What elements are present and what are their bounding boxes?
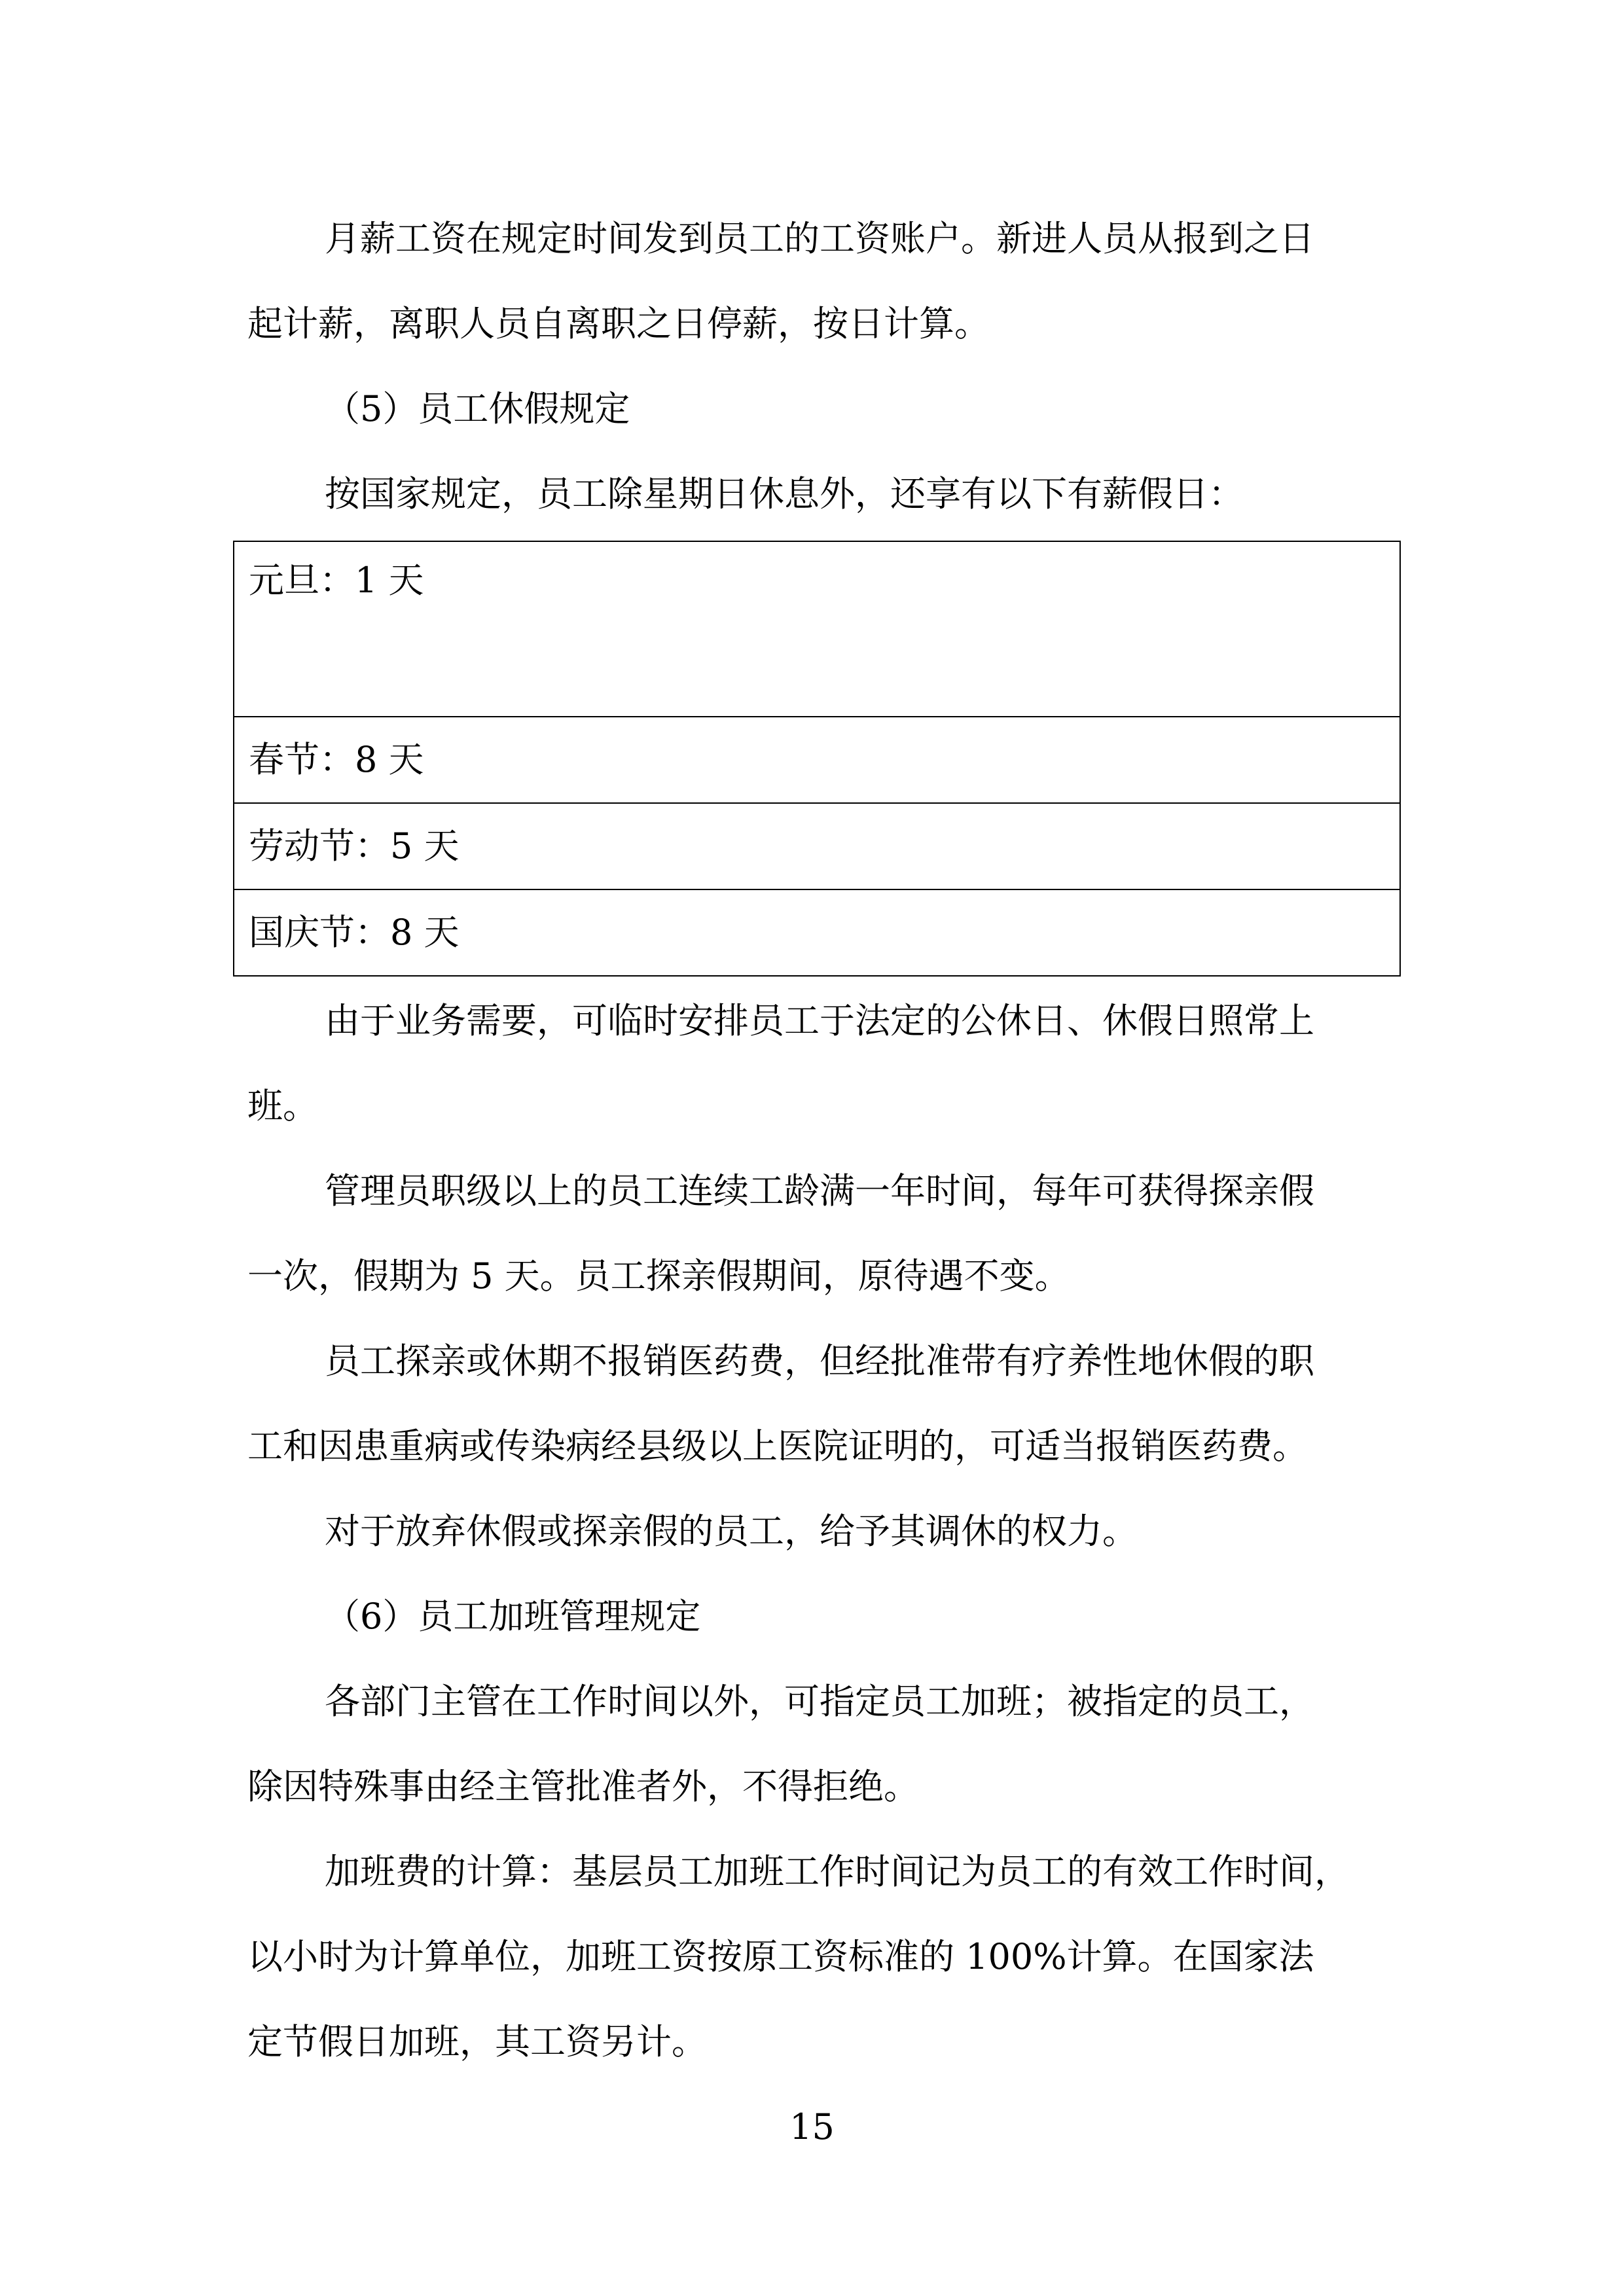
waive-leave-paragraph: 对于放弃休假或探亲假的员工，给予其调休的权力。 — [325, 1511, 1138, 1552]
section-heading-leave: （5）员工休假规定 — [325, 388, 630, 429]
overtime-pay-paragraph-line-1: 加班费的计算：基层员工加班工作时间记为员工的有效工作时间， — [325, 1851, 1350, 1892]
overtime-paragraph-line-2: 除因特殊事由经主管批准者外，不得拒绝。 — [247, 1766, 919, 1807]
business-need-paragraph-line-2: 班。 — [247, 1085, 318, 1126]
table-row — [234, 889, 1400, 976]
overtime-pay-paragraph-line-3: 定节假日加班，其工资另计。 — [247, 2021, 707, 2062]
holiday-intro-paragraph: 按国家规定，员工除星期日休息外，还享有以下有薪假日： — [325, 473, 1244, 514]
page-number: 15 — [789, 2106, 835, 2147]
salary-paragraph-line-1: 月薪工资在规定时间发到员工的工资账户。新进人员从报到之日 — [325, 218, 1314, 259]
holiday-table — [233, 541, 1401, 977]
table-row — [234, 803, 1400, 889]
home-leave-paragraph-line-1: 管理员职级以上的员工连续工龄满一年时间，每年可获得探亲假 — [325, 1170, 1314, 1211]
medical-expense-paragraph-line-2: 工和因患重病或传染病经县级以上医院证明的，可适当报销医药费。 — [247, 1426, 1308, 1467]
medical-expense-paragraph-line-1: 员工探亲或休期不报销医药费，但经批准带有疗养性地休假的职 — [325, 1340, 1314, 1382]
home-leave-paragraph-line-2: 一次，假期为 5 天。员工探亲假期间，原待遇不变。 — [247, 1255, 1070, 1297]
holiday-cell-new-year: 元旦：1 天 — [234, 541, 1400, 717]
overtime-paragraph-line-1: 各部门主管在工作时间以外，可指定员工加班；被指定的员工， — [325, 1681, 1314, 1722]
holiday-cell-labour-day: 劳动节：5 天 — [234, 803, 1400, 889]
overtime-pay-paragraph-line-2: 以小时为计算单位，加班工资按原工资标准的 100%计算。在国家法 — [247, 1936, 1314, 1977]
business-need-paragraph-line-1: 由于业务需要，可临时安排员工于法定的公休日、休假日照常上 — [325, 1000, 1314, 1041]
holiday-cell-spring-festival: 春节：8 天 — [234, 717, 1400, 803]
table-row — [234, 717, 1400, 803]
holiday-cell-national-day: 国庆节：8 天 — [234, 889, 1400, 976]
table-row — [234, 541, 1400, 717]
section-heading-overtime: （6）员工加班管理规定 — [325, 1596, 701, 1637]
salary-paragraph-line-2: 起计薪，离职人员自离职之日停薪，按日计算。 — [247, 303, 990, 344]
